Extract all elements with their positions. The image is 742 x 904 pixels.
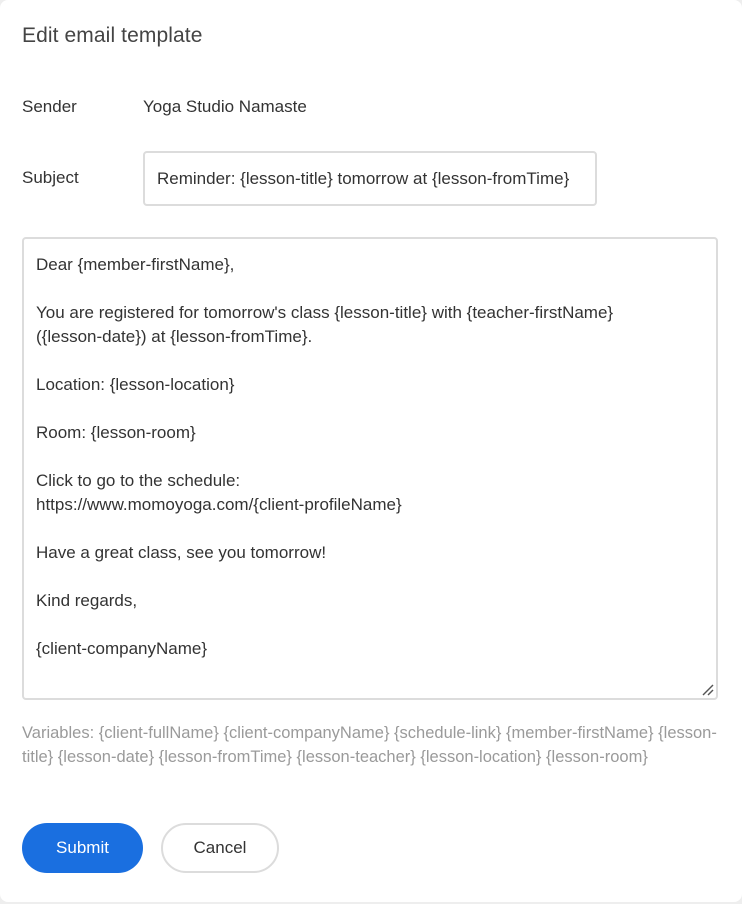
body-paragraph: {client-companyName} <box>36 639 208 658</box>
cancel-button[interactable]: Cancel <box>161 823 279 873</box>
body-paragraph: Location: {lesson-location} <box>36 375 235 394</box>
subject-input[interactable] <box>143 151 597 206</box>
submit-button[interactable]: Submit <box>22 823 143 873</box>
sender-label: Sender <box>22 97 77 116</box>
body-paragraph: You are registered for tomorrow's class {lesson-title} with {teacher-firstName} ({lesson-date}) at {lesson-fromTime}. <box>36 303 614 346</box>
body-paragraph: Have a great class, see you tomorrow! <box>36 543 327 562</box>
email-body-text <box>36 253 704 685</box>
body-paragraph: Kind regards, <box>36 591 138 610</box>
dialog-title: Edit email template <box>22 24 203 47</box>
body-paragraph: Click to go to the schedule: https://www.momoyoga.com/{client-profileName} <box>36 471 402 514</box>
variables-hint: Variables: {client-fullName} {client-companyName} {schedule-link} {member-firstName} {lesson-title} {lesson-date} {lesson-fromTime} {lesson-teacher} {lesson-location} {lesson-room} <box>22 724 717 766</box>
email-body-textarea[interactable] <box>22 237 718 700</box>
resize-handle-icon[interactable] <box>700 682 714 696</box>
body-paragraph: Dear {member-firstName}, <box>36 255 235 274</box>
sender-value: Yoga Studio Namaste <box>143 97 307 116</box>
subject-label: Subject <box>22 168 79 187</box>
body-paragraph: Room: {lesson-room} <box>36 423 196 442</box>
